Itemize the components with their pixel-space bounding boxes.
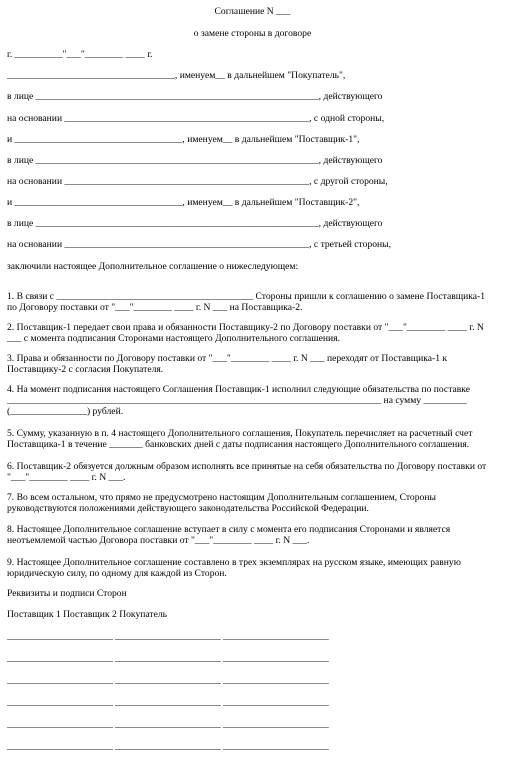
clause-4: 4. На момент подписания настоящего Соглашения Поставщик-1 исполнил следующие обязательства по поставке ______________________________________________________________________________ на сумму _________ (________________) рублей. xyxy=(7,384,470,417)
clause-9: 9. Настоящее Дополнительное соглашение составлено в трех экземплярах на русском языке, имеющих равную юридическую силу, по одному для каждой из Сторон. xyxy=(7,557,461,579)
document-title: Соглашение N ___ xyxy=(214,6,291,17)
party-line-buyer: ___________________________________, именуем__ в дальнейшем "Покупатель", xyxy=(7,70,346,81)
clause-1: 1. В связи с _________________________________________ Стороны пришли к соглашению о замене Поставщика-1 по Договору поставки от "___"________ ____ г. N ___ на Поставщика-2. xyxy=(7,291,486,313)
party-line-supplier1-rep: в лице ___________________________________________________________, действующего xyxy=(7,155,383,166)
party-line-supplier1: и ___________________________________, именуем__ в дальнейшем "Поставщик-1", xyxy=(7,134,360,145)
party-line-supplier2-rep: в лице ___________________________________________________________, действующего xyxy=(7,218,383,229)
clause-7: 7. Во всем остальном, что прямо не предусмотрено настоящим Дополнительным соглашением, Стороны руководствуются положениями действующего законодательства Российской Федерации. xyxy=(7,492,436,514)
clause-3: 3. Права и обязанности по Договору поставки от "___"________ ____ г. N ___ переходят от Поставщика-1 к Поставщику-2 с согласия Покупателя. xyxy=(7,353,448,375)
party-line-buyer-rep: в лице ___________________________________________________________, действующего xyxy=(7,91,383,102)
signature-line: _______________________ _______________________ _______________________ xyxy=(7,741,329,752)
party-line-supplier1-basis: на основании ___________________________________________________, с другой стороны, xyxy=(7,176,388,187)
party-line-buyer-basis: на основании ___________________________________________________, с одной стороны, xyxy=(7,113,385,124)
party-line-supplier2-basis: на основании ___________________________________________________, с третьей стороны, xyxy=(7,239,391,250)
party-line-supplier2: и ___________________________________, именуем__ в дальнейшем "Поставщик-2", xyxy=(7,197,360,208)
signature-line: _______________________ _______________________ _______________________ xyxy=(7,653,329,664)
document-subtitle: о замене стороны в договоре xyxy=(193,28,312,39)
clause-8: 8. Настоящее Дополнительное соглашение вступает в силу с момента его подписания Сторонами и является неотъемлемой частью Договора поставки от "___"________ ____ г. N ___. xyxy=(7,524,451,546)
clause-2: 2. Поставщик-1 передает свои права и обязанности Поставщику-2 по Договору поставки от "___"________ ____ г. N ___ с момента подписания Сторонами настоящего Дополнительного соглашения. xyxy=(7,322,484,344)
clause-6: 6. Поставщик-2 обязуется должным образом исполнять все принятые на себя обязательства по Договору поставки от "___"________ ____ г. N ___. xyxy=(7,461,487,483)
clause-5: 5. Сумму, указанную в п. 4 настоящего Дополнительного соглашения, Покупатель перечисляет на расчетный счет Поставщика-1 в течение _______ банковских дней с даты подписания настоящего Дополнительного соглашения. xyxy=(7,428,473,450)
signature-line: _______________________ _______________________ _______________________ xyxy=(7,719,329,730)
requisites-heading: Реквизиты и подписи Сторон xyxy=(7,588,127,599)
intro-text: заключили настоящее Дополнительное соглашение о нижеследующем: xyxy=(7,261,299,272)
signature-line: _______________________ _______________________ _______________________ xyxy=(7,697,329,708)
place-date-line: г. __________"___"________ ____ г. xyxy=(7,49,153,60)
signature-line: _______________________ _______________________ _______________________ xyxy=(7,675,329,686)
signature-line: _______________________ _______________________ _______________________ xyxy=(7,631,329,642)
signatories-line: Поставщик 1 Поставщик 2 Покупатель xyxy=(7,609,167,620)
